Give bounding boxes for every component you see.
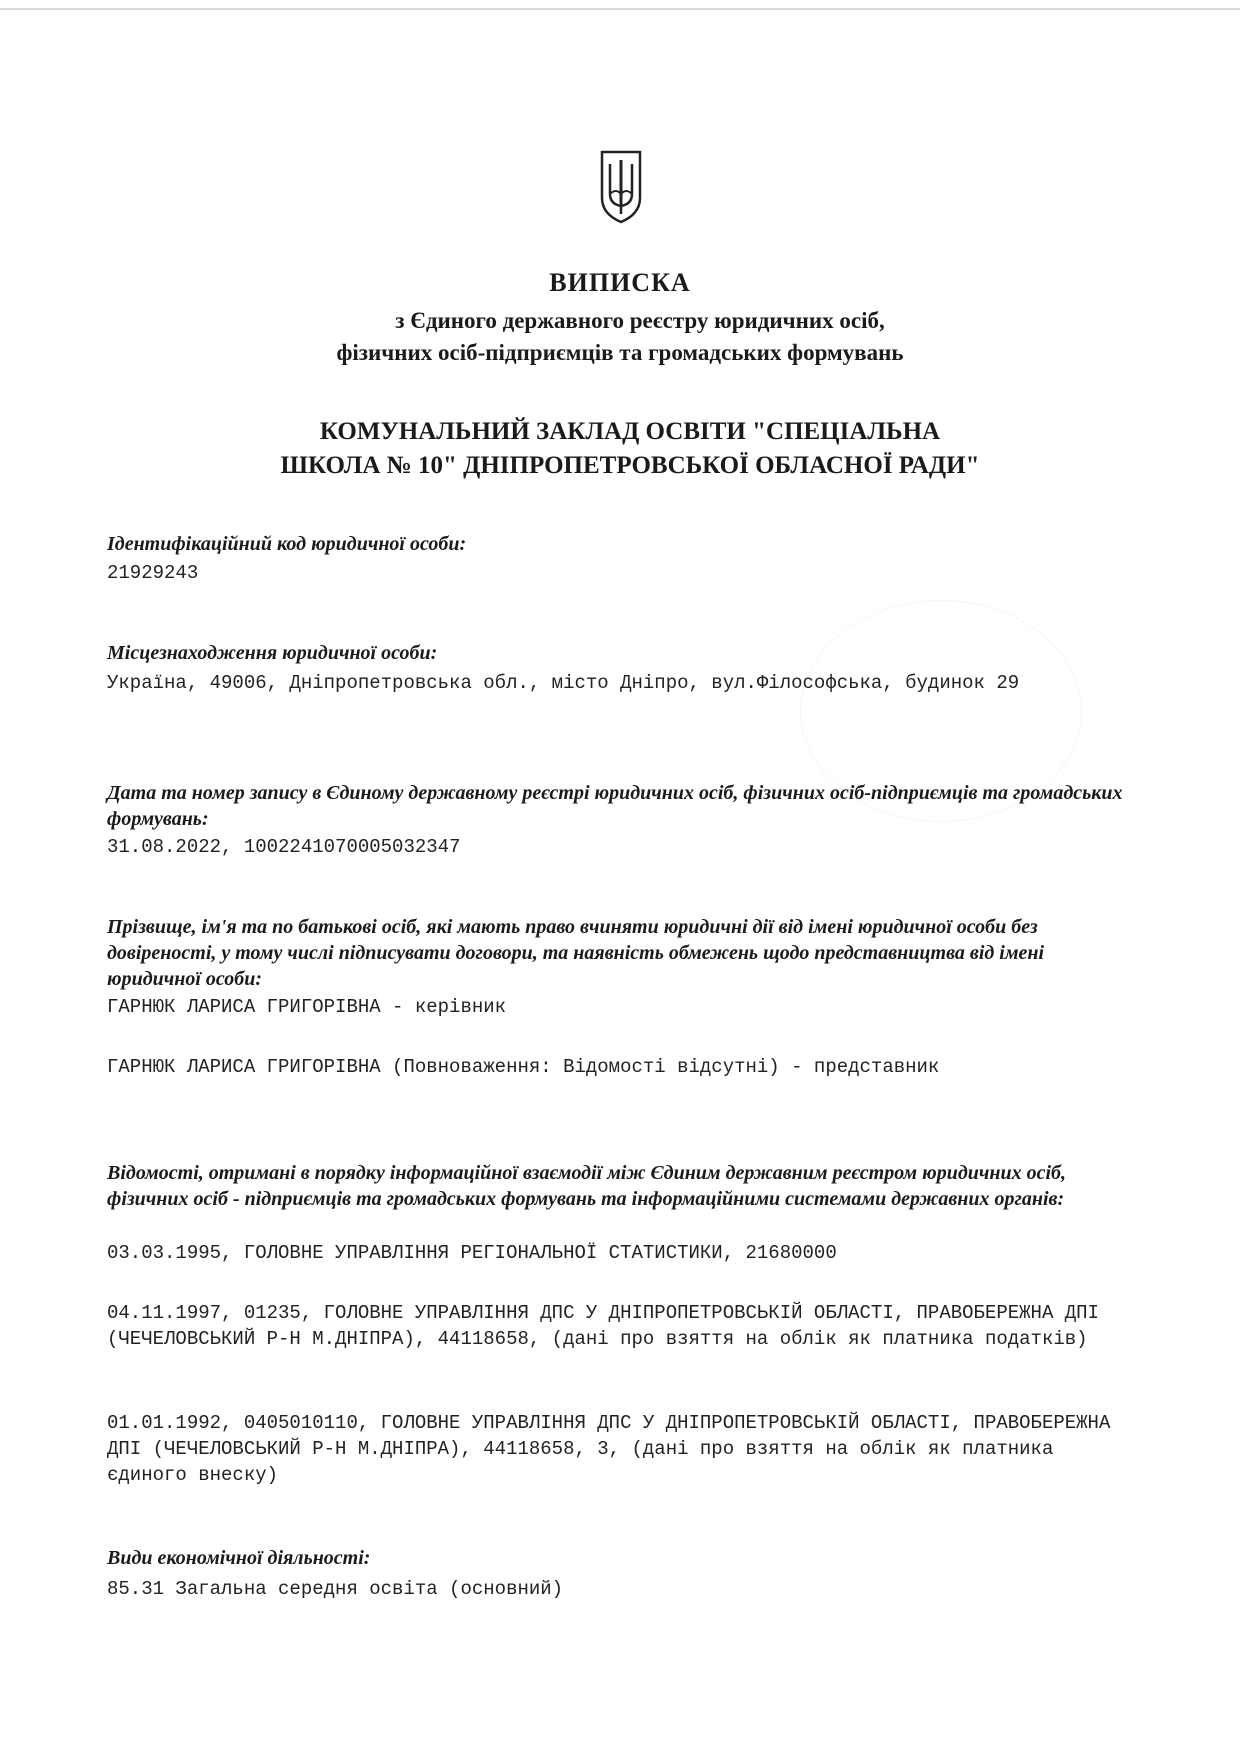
section-label-registry-record: Дата та номер запису в Єдиному державному реєстрі юридичних осіб, фізичних осіб-підприємців та громадських формувань: bbox=[107, 782, 1123, 830]
section-label-id-code: Ідентифікаційний код юридичної особи: bbox=[107, 533, 467, 555]
section-label-authorized-persons: Прізвище, ім'я та по батькові осіб, які мають право вчиняти юридичні дії від імені юридичної особи без довіреності, у тому числі підписувати договори, та наявність обмежень щодо представництва від імені юридичної особи: bbox=[107, 916, 1045, 990]
section-label-info-exchange: Відомості, отримані в порядку інформаційної взаємодії між Єдиним державним реєстром юридичних осіб, фізичних осіб - підприємців та громадських формувань та інформаційними системами державних органів: bbox=[107, 1162, 1067, 1210]
section-value-info-exchange-2: 04.11.1997, 01235, ГОЛОВНЕ УПРАВЛІННЯ ДПС У ДНІПРОПЕТРОВСЬКІЙ ОБЛАСТІ, ПРАВОБЕРЕЖНА ДПІ (ЧЕЧЕЛОВСЬКИЙ Р-Н М.ДНІПРА), 44118658, (дані про взяття на облік як платника податків) bbox=[107, 1302, 1111, 1350]
section-value-registry-record: 31.08.2022, 1002241070005032347 bbox=[107, 836, 461, 858]
section-value-id-code: 21929243 bbox=[107, 562, 199, 584]
section-value-authorized-person-2: ГАРНЮК ЛАРИСА ГРИГОРІВНА (Повноваження: Відомості відсутні) - представник bbox=[107, 1056, 940, 1078]
section-value-economic-activity: 85.31 Загальна середня освіта (основний) bbox=[107, 1578, 564, 1600]
section-value-authorized-person-1: ГАРНЮК ЛАРИСА ГРИГОРІВНА - керівник bbox=[107, 996, 507, 1018]
section-value-info-exchange-1: 03.03.1995, ГОЛОВНЕ УПРАВЛІННЯ РЕГІОНАЛЬНОЇ СТАТИСТИКИ, 21680000 bbox=[107, 1242, 837, 1264]
scan-edge bbox=[0, 8, 1240, 10]
section-value-location: Україна, 49006, Дніпропетровська обл., місто Дніпро, вул.Філософська, будинок 29 bbox=[107, 672, 1020, 694]
document-title: ВИПИСКА bbox=[549, 268, 691, 297]
section-label-location: Місцезнаходження юридичної особи: bbox=[107, 642, 438, 664]
organization-name-line-1: КОМУНАЛЬНИЙ ЗАКЛАД ОСВІТИ "СПЕЦІАЛЬНА bbox=[319, 418, 941, 445]
trident-emblem-icon bbox=[596, 148, 646, 224]
section-value-info-exchange-3: 01.01.1992, 0405010110, ГОЛОВНЕ УПРАВЛІННЯ ДПС У ДНІПРОПЕТРОВСЬКІЙ ОБЛАСТІ, ПРАВОБЕРЕЖНА ДПІ (ЧЕЧЕЛОВСЬКИЙ Р-Н М.ДНІПРА), 44118658, 3, (дані про взяття на облік як платника єдиного внеску) bbox=[107, 1412, 1122, 1486]
document-subtitle-line-1: з Єдиного державного реєстру юридичних осіб, bbox=[395, 308, 885, 333]
document-subtitle-line-2: фізичних осіб-підприємців та громадських формувань bbox=[336, 340, 904, 365]
section-label-economic-activity: Види економічної діяльності: bbox=[107, 1547, 371, 1569]
organization-name-line-2: ШКОЛА № 10" ДНІПРОПЕТРОВСЬКОЇ ОБЛАСНОЇ РАДИ" bbox=[280, 452, 980, 479]
